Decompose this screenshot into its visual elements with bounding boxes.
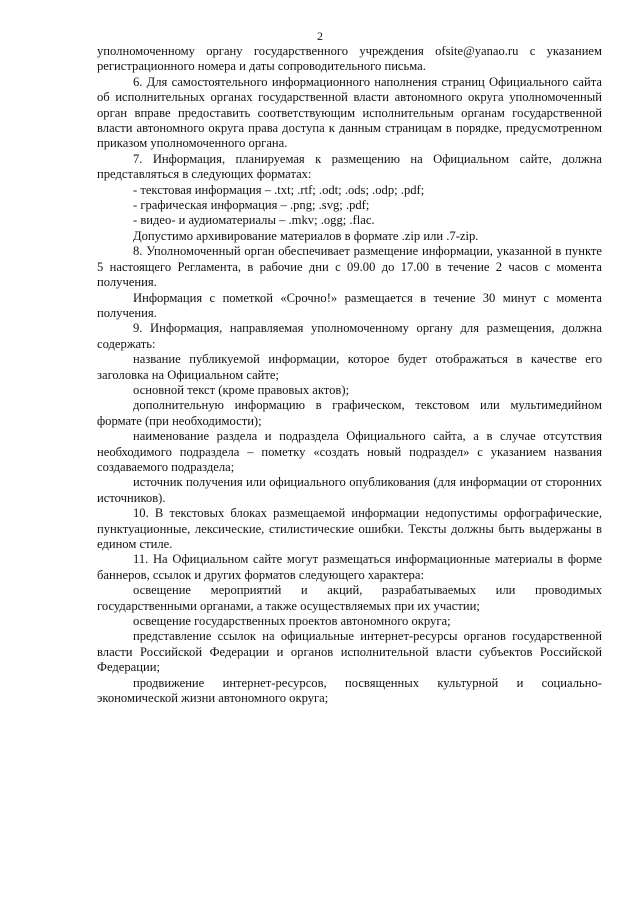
requirement-title: название публикуемой информации, которое будет отображаться в качестве его заголовка на Официальном сайте;	[97, 352, 602, 382]
paragraph-item-10: 10. В текстовых блоках размещаемой информации недопустимы орфографические, пунктуационные, лексические, стилистические ошибки. Тексты должны быть выдержаны в едином стиле.	[97, 506, 602, 551]
paragraph-item-9: 9. Информация, направляемая уполномоченному органу для размещения, должна содержать:	[97, 321, 602, 351]
paragraph-item-7: 7. Информация, планируемая к размещению на Официальном сайте, должна представляться в следующих форматах:	[97, 151, 602, 182]
requirement-section-name: наименование раздела и подраздела Официального сайта, а в случае отсутствия необходимого подраздела – пометку «создать новый подраздел» с указанием названия создаваемого подраздела;	[97, 429, 602, 474]
paragraph-item-8: 8. Уполномоченный орган обеспечивает размещение информации, указанной в пункте 5 настоящего Регламента, в рабочие дни с 09.00 до 17.00 в течение 2 часов с момента получения.	[97, 244, 602, 290]
format-list-item-graphics: - графическая информация – .png; .svg; .pdf;	[133, 198, 370, 213]
materials-events: освещение мероприятий и акций, разрабатываемых или проводимых государственными органами, а также осуществляемых при их участии;	[97, 583, 602, 613]
paragraph-item-6: 6. Для самостоятельного информационного наполнения страниц Официального сайта об исполнительных органах государственной власти автономного округа уполномоченный орган вправе предоставить соответствующим исполнительным органам государственной власти автономного округа права доступа к данным страницам в порядке, предусмотренном приказом уполномоченного органа.	[97, 74, 602, 151]
paragraph-archive-note: Допустимо архивирование материалов в формате .zip или .7-zip.	[133, 228, 479, 243]
requirement-main-text: основной текст (кроме правовых актов);	[133, 382, 350, 397]
paragraph-continuation: уполномоченному органу государственного учреждения ofsite@yanao.ru с указанием регистрационного номера и даты сопроводительного письма.	[97, 44, 602, 74]
document-body	[97, 44, 602, 706]
requirement-source: источник получения или официального опубликования (для информации от сторонних источников).	[97, 475, 602, 505]
format-list-item-text: - текстовая информация – .txt; .rtf; .odt; .ods; .odp; .pdf;	[133, 182, 425, 197]
materials-links: представление ссылок на официальные интернет-ресурсы органов государственной власти Российской Федерации и органов исполнительной власти субъектов Российской Федерации;	[97, 629, 602, 675]
requirement-additional-info: дополнительную информацию в графическом, текстовом или мультимедийном формате (при необходимости);	[97, 398, 602, 428]
format-list-item-media: - видео- и аудиоматериалы – .mkv; .ogg; .flac.	[133, 213, 375, 228]
paragraph-urgent-note: Информация с пометкой «Срочно!» размещается в течение 30 минут с момента получения.	[97, 290, 602, 320]
materials-promotion: продвижение интернет-ресурсов, посвященных культурной и социально-экономической жизни автономного округа;	[97, 675, 602, 706]
paragraph-item-11: 11. На Официальном сайте могут размещаться информационные материалы в форме баннеров, ссылок и других форматов следующего характера:	[97, 552, 602, 582]
materials-projects: освещение государственных проектов автономного округа;	[133, 614, 451, 629]
page-number: 2	[317, 29, 323, 43]
